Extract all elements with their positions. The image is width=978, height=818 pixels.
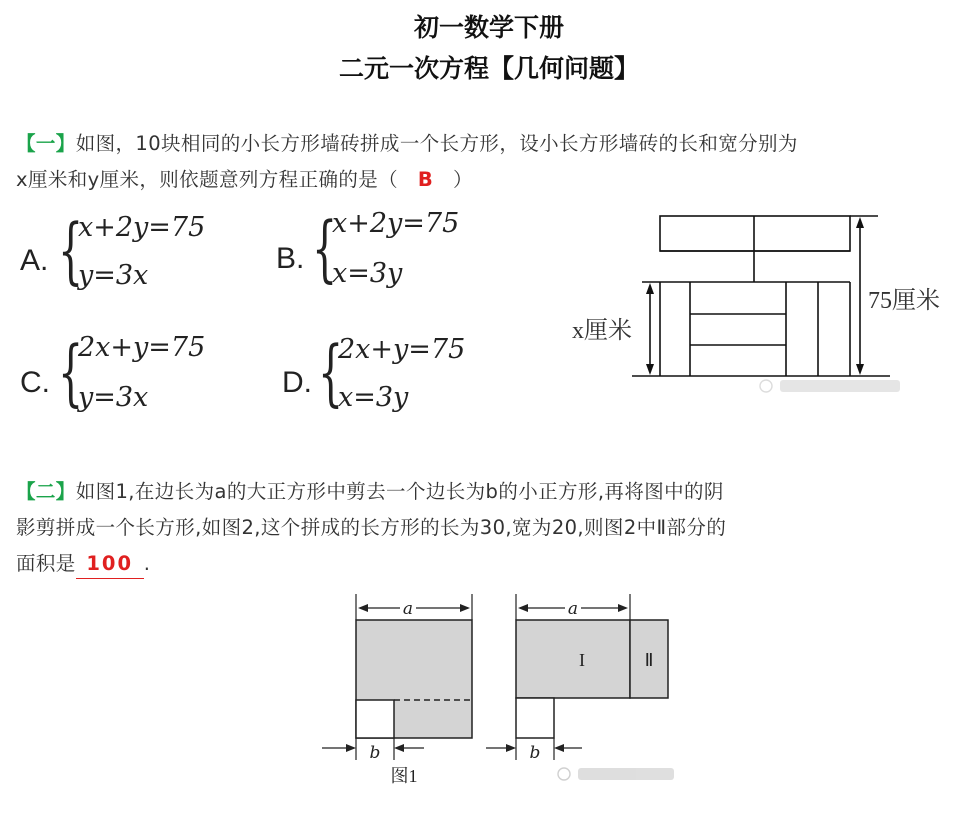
question-1-line2-end: ） [452,168,473,191]
page-title: 初一数学下册 [413,13,564,42]
figure1-label-b: b [369,743,381,763]
question-2-line3: 面积是 [16,552,76,575]
choice-b-eq1: x+2y=75 [332,208,460,239]
brace-icon: { [58,208,84,292]
label-x-cm: x厘米 [572,318,632,344]
choice-a [20,208,240,308]
brace-icon: { [318,330,344,414]
page-subtitle: 二元一次方程【几何问题】 [338,54,639,83]
choice-a-eq1: x+2y=75 [78,212,206,243]
choice-a-letter: A. [20,244,49,277]
question-1-answer: B [417,168,434,191]
question-1-line2: x厘米和y厘米，则依题意列方程正确的是（ [16,168,399,191]
figure2-label-II: Ⅱ [644,650,654,670]
choice-d-eq1: 2x+y=75 [338,334,466,365]
choice-c-eq2: y=3x [78,382,149,413]
choice-c-letter: C. [20,366,50,399]
figure2-region-I [516,620,630,698]
question-1-line1: 如图，10块相同的小长方形墙砖拼成一个长方形，设小长方形墙砖的长和宽分别为 [75,132,798,155]
question-2-line2: 影剪拼成一个长方形,如图2,这个拼成的长方形的长为30,宽为20,则图2中Ⅱ部分的 [16,516,727,539]
figure1-caption: 图1 [390,766,418,786]
watermark-icon [760,380,900,392]
label-75-cm: 75厘米 [868,288,940,314]
choice-b-letter: B. [276,242,305,275]
watermark-icon [558,768,674,780]
choice-c-eq1: 2x+y=75 [78,332,206,363]
squares-figure [316,594,686,794]
brick-top-left [660,216,850,251]
brace-icon: { [312,206,338,290]
figure1-small-square [356,700,394,738]
brace-icon: { [58,330,84,414]
brick-wall-figure [560,206,972,402]
question-2-answer: 100 [76,550,144,579]
question-1-text [16,126,966,198]
question-2-line3-end: . [143,552,151,575]
choice-b [276,206,496,306]
figure2-small-square [516,698,554,738]
figure2-label-a: a [567,599,579,619]
question-2-text [16,474,966,582]
choice-d [282,330,502,430]
choice-c [20,330,240,430]
figure2-label-I: I [579,650,585,670]
choice-b-eq2: x=3y [332,258,403,289]
question-2-line1: 如图1,在边长为a的大正方形中剪去一个边长为b的小正方形,再将图中的阴 [75,480,724,503]
choice-d-eq2: x=3y [338,382,409,413]
question-1-tag: 【一】 [16,132,76,155]
figure2-label-b: b [529,743,541,763]
choice-d-letter: D. [282,366,312,399]
choice-a-eq2: y=3x [78,260,149,291]
question-2-tag: 【二】 [16,480,76,503]
figure1-label-a: a [402,599,414,619]
